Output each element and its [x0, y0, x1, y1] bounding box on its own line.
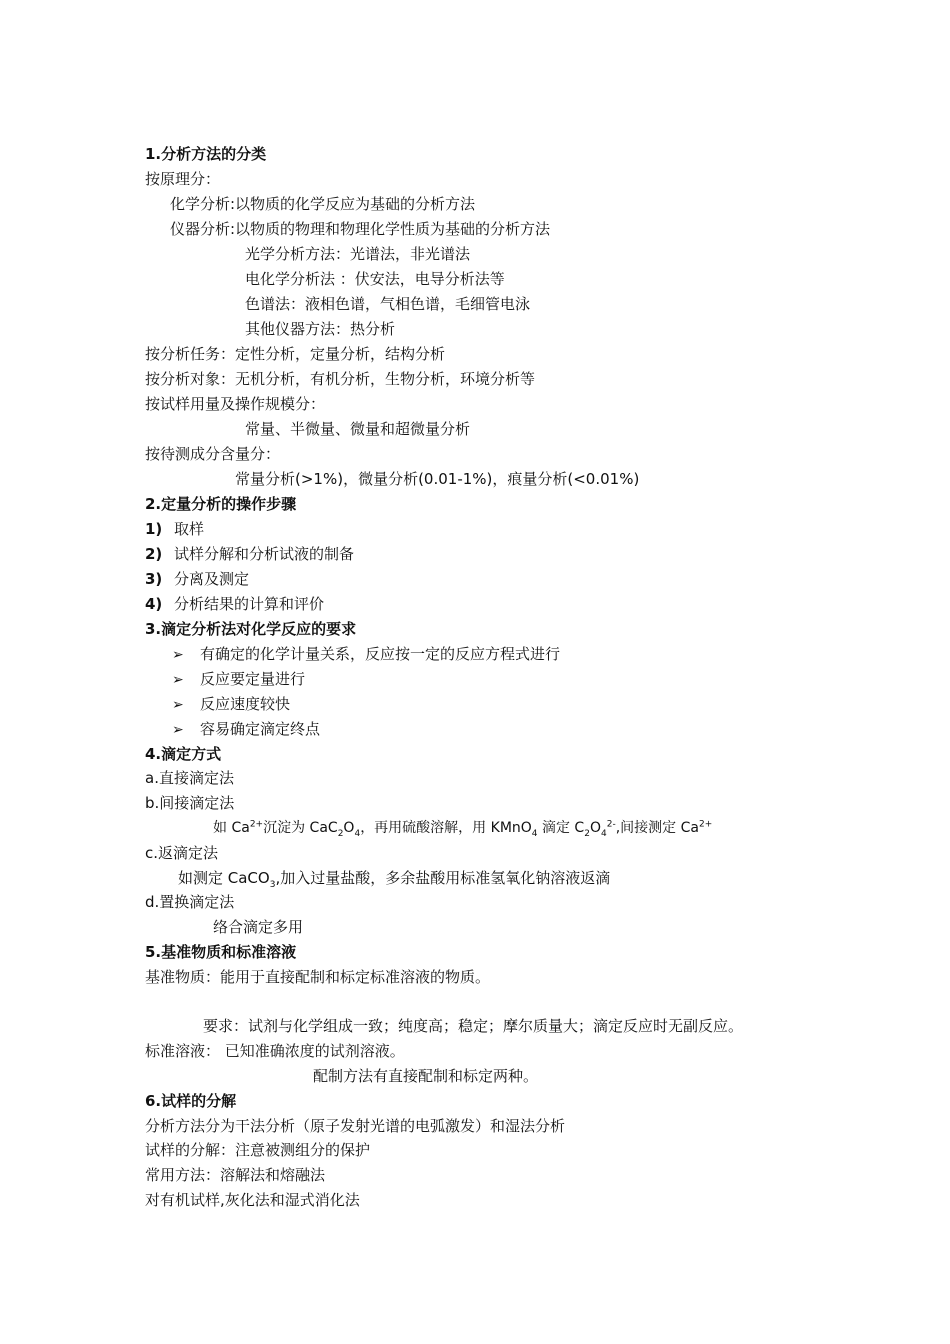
instrumental-analysis: 仪器分析:以物质的物理和物理化学性质为基础的分析方法: [170, 220, 551, 238]
arrow-bullet-icon: ➢: [172, 672, 184, 688]
section-1-title: 1.分析方法的分类: [145, 145, 267, 163]
decomposition-note: 试样的分解：注意被测组分的保护: [145, 1141, 371, 1159]
chromatography-methods: 色谱法：液相色谱，气相色谱，毛细管电泳: [245, 295, 531, 313]
content-levels: 常量分析(>1%)，微量分析(0.01-1%)，痕量分析(<0.01%): [235, 470, 640, 488]
method-displacement: d.置换滴定法: [145, 893, 235, 911]
step-text: 分析结果的计算和评价: [174, 595, 325, 613]
section-4-title: 4.滴定方式: [145, 745, 222, 763]
section-5-title: 5.基准物质和标准溶液: [145, 943, 297, 961]
step-number: 4): [145, 595, 163, 613]
other-instrument-methods: 其他仪器方法：热分析: [245, 320, 396, 338]
by-sample-size: 按试样用量及操作规模分：: [145, 395, 326, 413]
step-item: [145, 519, 204, 539]
arrow-bullet-icon: ➢: [172, 647, 184, 663]
standard-solution: 标准溶液： 已知准确浓度的试剂溶液。: [145, 1042, 405, 1060]
step-number: 3): [145, 570, 163, 588]
by-task: 按分析任务：定性分析，定量分析，结构分析: [145, 345, 446, 363]
requirement-item: [172, 719, 320, 740]
method-back: c.返滴定法: [145, 844, 219, 862]
primary-standard-requirements: 要求：试剂与化学组成一致；纯度高；稳定；摩尔质量大；滴定反应时无副反应。: [203, 1017, 744, 1035]
organic-samples: 对有机试样,灰化法和湿式消化法: [145, 1191, 360, 1209]
requirement-item: [172, 669, 305, 690]
requirement-text: 容易确定滴定终点: [200, 720, 321, 738]
step-item: [145, 594, 324, 614]
arrow-bullet-icon: ➢: [172, 722, 184, 738]
back-example: 如测定 CaCO$_3$,加入过量盐酸，多余盐酸用标准氢氧化钠溶液返滴: [178, 869, 611, 890]
step-text: 分离及测定: [174, 570, 250, 588]
common-methods: 常用方法：溶解法和熔融法: [145, 1166, 326, 1184]
requirement-text: 反应要定量进行: [200, 670, 306, 688]
requirement-item: [172, 644, 560, 665]
step-number: 1): [145, 520, 163, 538]
requirement-text: 反应速度较快: [200, 695, 291, 713]
optical-methods: 光学分析方法：光谱法，非光谱法: [245, 245, 471, 263]
step-item: [145, 544, 354, 564]
chemical-analysis: 化学分析:以物质的化学反应为基础的分析方法: [170, 195, 476, 213]
step-number: 2): [145, 545, 163, 563]
standard-preparation: 配制方法有直接配制和标定两种。: [313, 1067, 539, 1085]
method-direct: a.直接滴定法: [145, 769, 234, 787]
by-principle: 按原理分：: [145, 170, 221, 188]
section-3-title: 3.滴定分析法对化学反应的要求: [145, 620, 357, 638]
primary-standard: 基准物质：能用于直接配制和标定标准溶液的物质。: [145, 968, 491, 986]
method-indirect: b.间接滴定法: [145, 794, 235, 812]
step-text: 试样分解和分析试液的制备: [174, 545, 355, 563]
arrow-bullet-icon: ➢: [172, 697, 184, 713]
step-text: 取样: [174, 520, 205, 538]
section-6-title: 6.试样的分解: [145, 1092, 237, 1110]
by-object: 按分析对象：无机分析，有机分析，生物分析，环境分析等: [145, 370, 536, 388]
electrochemical-methods: 电化学分析法 ：伏安法，电导分析法等: [245, 270, 505, 288]
decomposition-methods: 分析方法分为干法分析（原子发射光谱的电弧激发）和湿法分析: [145, 1117, 566, 1135]
requirement-item: [172, 694, 290, 715]
requirement-text: 有确定的化学计量关系，反应按一定的反应方程式进行: [200, 645, 561, 663]
displacement-note: 络合滴定多用: [213, 918, 304, 936]
section-2-title: 2.定量分析的操作步骤: [145, 495, 297, 513]
step-item: [145, 569, 249, 589]
indirect-example: 如 $Ca^{2+}$沉淀为 $CaC_2O_4$，再用硫酸溶解，用 KMnO$_4$ 滴定 $C_2O_4^{2-}$,间接测定 $Ca^{2+}$: [213, 819, 713, 839]
sample-scale: 常量、半微量、微量和超微量分析: [245, 420, 471, 438]
by-content: 按待测成分含量分：: [145, 445, 281, 463]
